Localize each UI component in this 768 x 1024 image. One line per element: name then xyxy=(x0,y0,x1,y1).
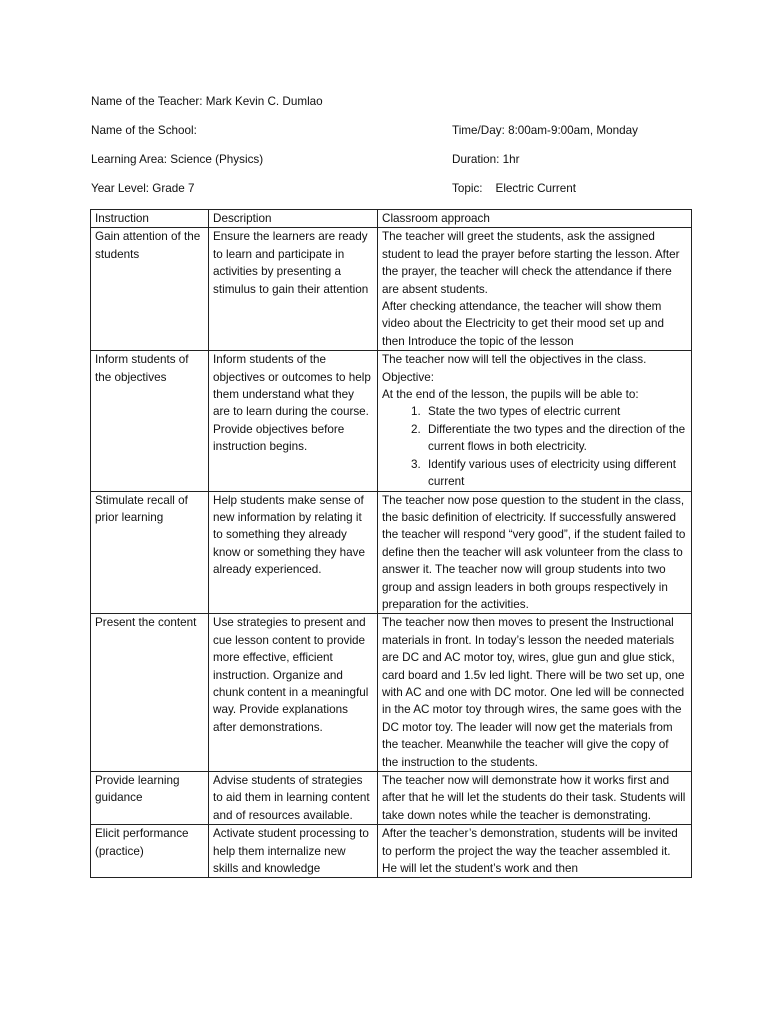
instruction-cell: Inform students of the objectives xyxy=(91,351,209,491)
approach-paragraph: The teacher now will demonstrate how it works first and after that he will let the students do their task. Students will take down notes while the teacher is demonstrating. xyxy=(382,774,686,822)
approach-cell xyxy=(378,351,692,491)
teacher-name-line: Name of the Teacher: Mark Kevin C. Dumlao xyxy=(91,95,323,108)
approach-paragraph: The teacher now pose question to the student in the class, the basic definition of electricity. If successfully answered the teacher will respond “very good”, if the student failed to define then the teacher will ask volunteer from the class to answer it. The teacher now will group students into two group and assign leaders in both groups respectively in preparation for the activities. xyxy=(382,493,686,611)
approach-cell xyxy=(378,228,692,351)
approach-paragraph: At the end of the lesson, the pupils will be able to: xyxy=(382,388,639,402)
lesson-plan-table xyxy=(90,209,692,878)
objectives-list xyxy=(382,403,687,490)
year-level-line: Year Level: Grade 7 xyxy=(91,182,195,195)
approach-cell xyxy=(378,825,692,878)
approach-cell xyxy=(378,614,692,772)
table-header-row xyxy=(91,210,692,228)
table-row xyxy=(91,614,692,772)
table-row xyxy=(91,772,692,825)
approach-paragraph: After checking attendance, the teacher will show them video about the Electricity to get their mood set up and then Introduce the topic of the lesson xyxy=(382,300,664,348)
description-cell: Inform students of the objectives or outcomes to help them understand what they are to learn during the course. Provide objectives before instruction begins. xyxy=(209,351,378,491)
school-name-line: Name of the School: xyxy=(91,124,197,137)
instruction-cell: Provide learning guidance xyxy=(91,772,209,825)
description-cell: Use strategies to present and cue lesson content to provide more effective, efficient instruction. Organize and chunk content in a meaningful way. Provide explanations after demonstrations. xyxy=(209,614,378,772)
description-cell: Help students make sense of new information by relating it to something they already know or something they have already experienced. xyxy=(209,491,378,614)
learning-area-line: Learning Area: Science (Physics) xyxy=(91,153,264,166)
description-cell: Advise students of strategies to aid them in learning content and of resources available. xyxy=(209,772,378,825)
table-row xyxy=(91,491,692,614)
table-row xyxy=(91,351,692,491)
column-header: Description xyxy=(209,210,378,228)
time-day-line: Time/Day: 8:00am-9:00am, Monday xyxy=(452,124,638,137)
approach-paragraph: The teacher will greet the students, ask the assigned student to lead the prayer before starting the lesson. After the prayer, the teacher will check the attendance if there are absent students. xyxy=(382,230,680,296)
description-cell: Activate student processing to help them internalize new skills and knowledge xyxy=(209,825,378,878)
description-cell: Ensure the learners are ready to learn and participate in activities by presenting a stimulus to gain their attention xyxy=(209,228,378,351)
instruction-cell: Elicit performance (practice) xyxy=(91,825,209,878)
instruction-cell: Gain attention of the students xyxy=(91,228,209,351)
approach-cell xyxy=(378,491,692,614)
topic-line: Topic: Electric Current xyxy=(452,182,577,195)
list-item: 2. Differentiate the two types and the direction of the current flows in both electricity. xyxy=(424,421,687,456)
approach-paragraph: After the teacher’s demonstration, students will be invited to perform the project the way the teacher assembled it. He will let the student’s work and then xyxy=(382,827,678,876)
approach-paragraph: The teacher now then moves to present the Instructional materials in front. In today’s lesson the needed materials are DC and AC motor toy, wires, glue gun and glue stick, card board and 1.5v led light. There will be two set up, one with AC and one with DC motor. One led will be connected in the AC motor toy through wires, the same goes with the DC motor toy. The leader will now get the materials from the teacher. Meanwhile the teacher will give the copy of the instruction to the students. xyxy=(382,616,685,769)
instruction-cell: Present the content xyxy=(91,614,209,772)
approach-cell xyxy=(378,772,692,825)
list-item: 3. Identify various uses of electricity using different current xyxy=(424,456,687,491)
duration-line: Duration: 1hr xyxy=(452,153,520,166)
table-row xyxy=(91,825,692,878)
approach-paragraph: Objective: xyxy=(382,370,434,384)
approach-paragraph: The teacher now will tell the objectives in the class. xyxy=(382,353,647,367)
list-item: 1. State the two types of electric current xyxy=(424,403,687,420)
column-header: Classroom approach xyxy=(378,210,692,228)
instruction-cell: Stimulate recall of prior learning xyxy=(91,491,209,614)
column-header: Instruction xyxy=(91,210,209,228)
table-row xyxy=(91,228,692,351)
